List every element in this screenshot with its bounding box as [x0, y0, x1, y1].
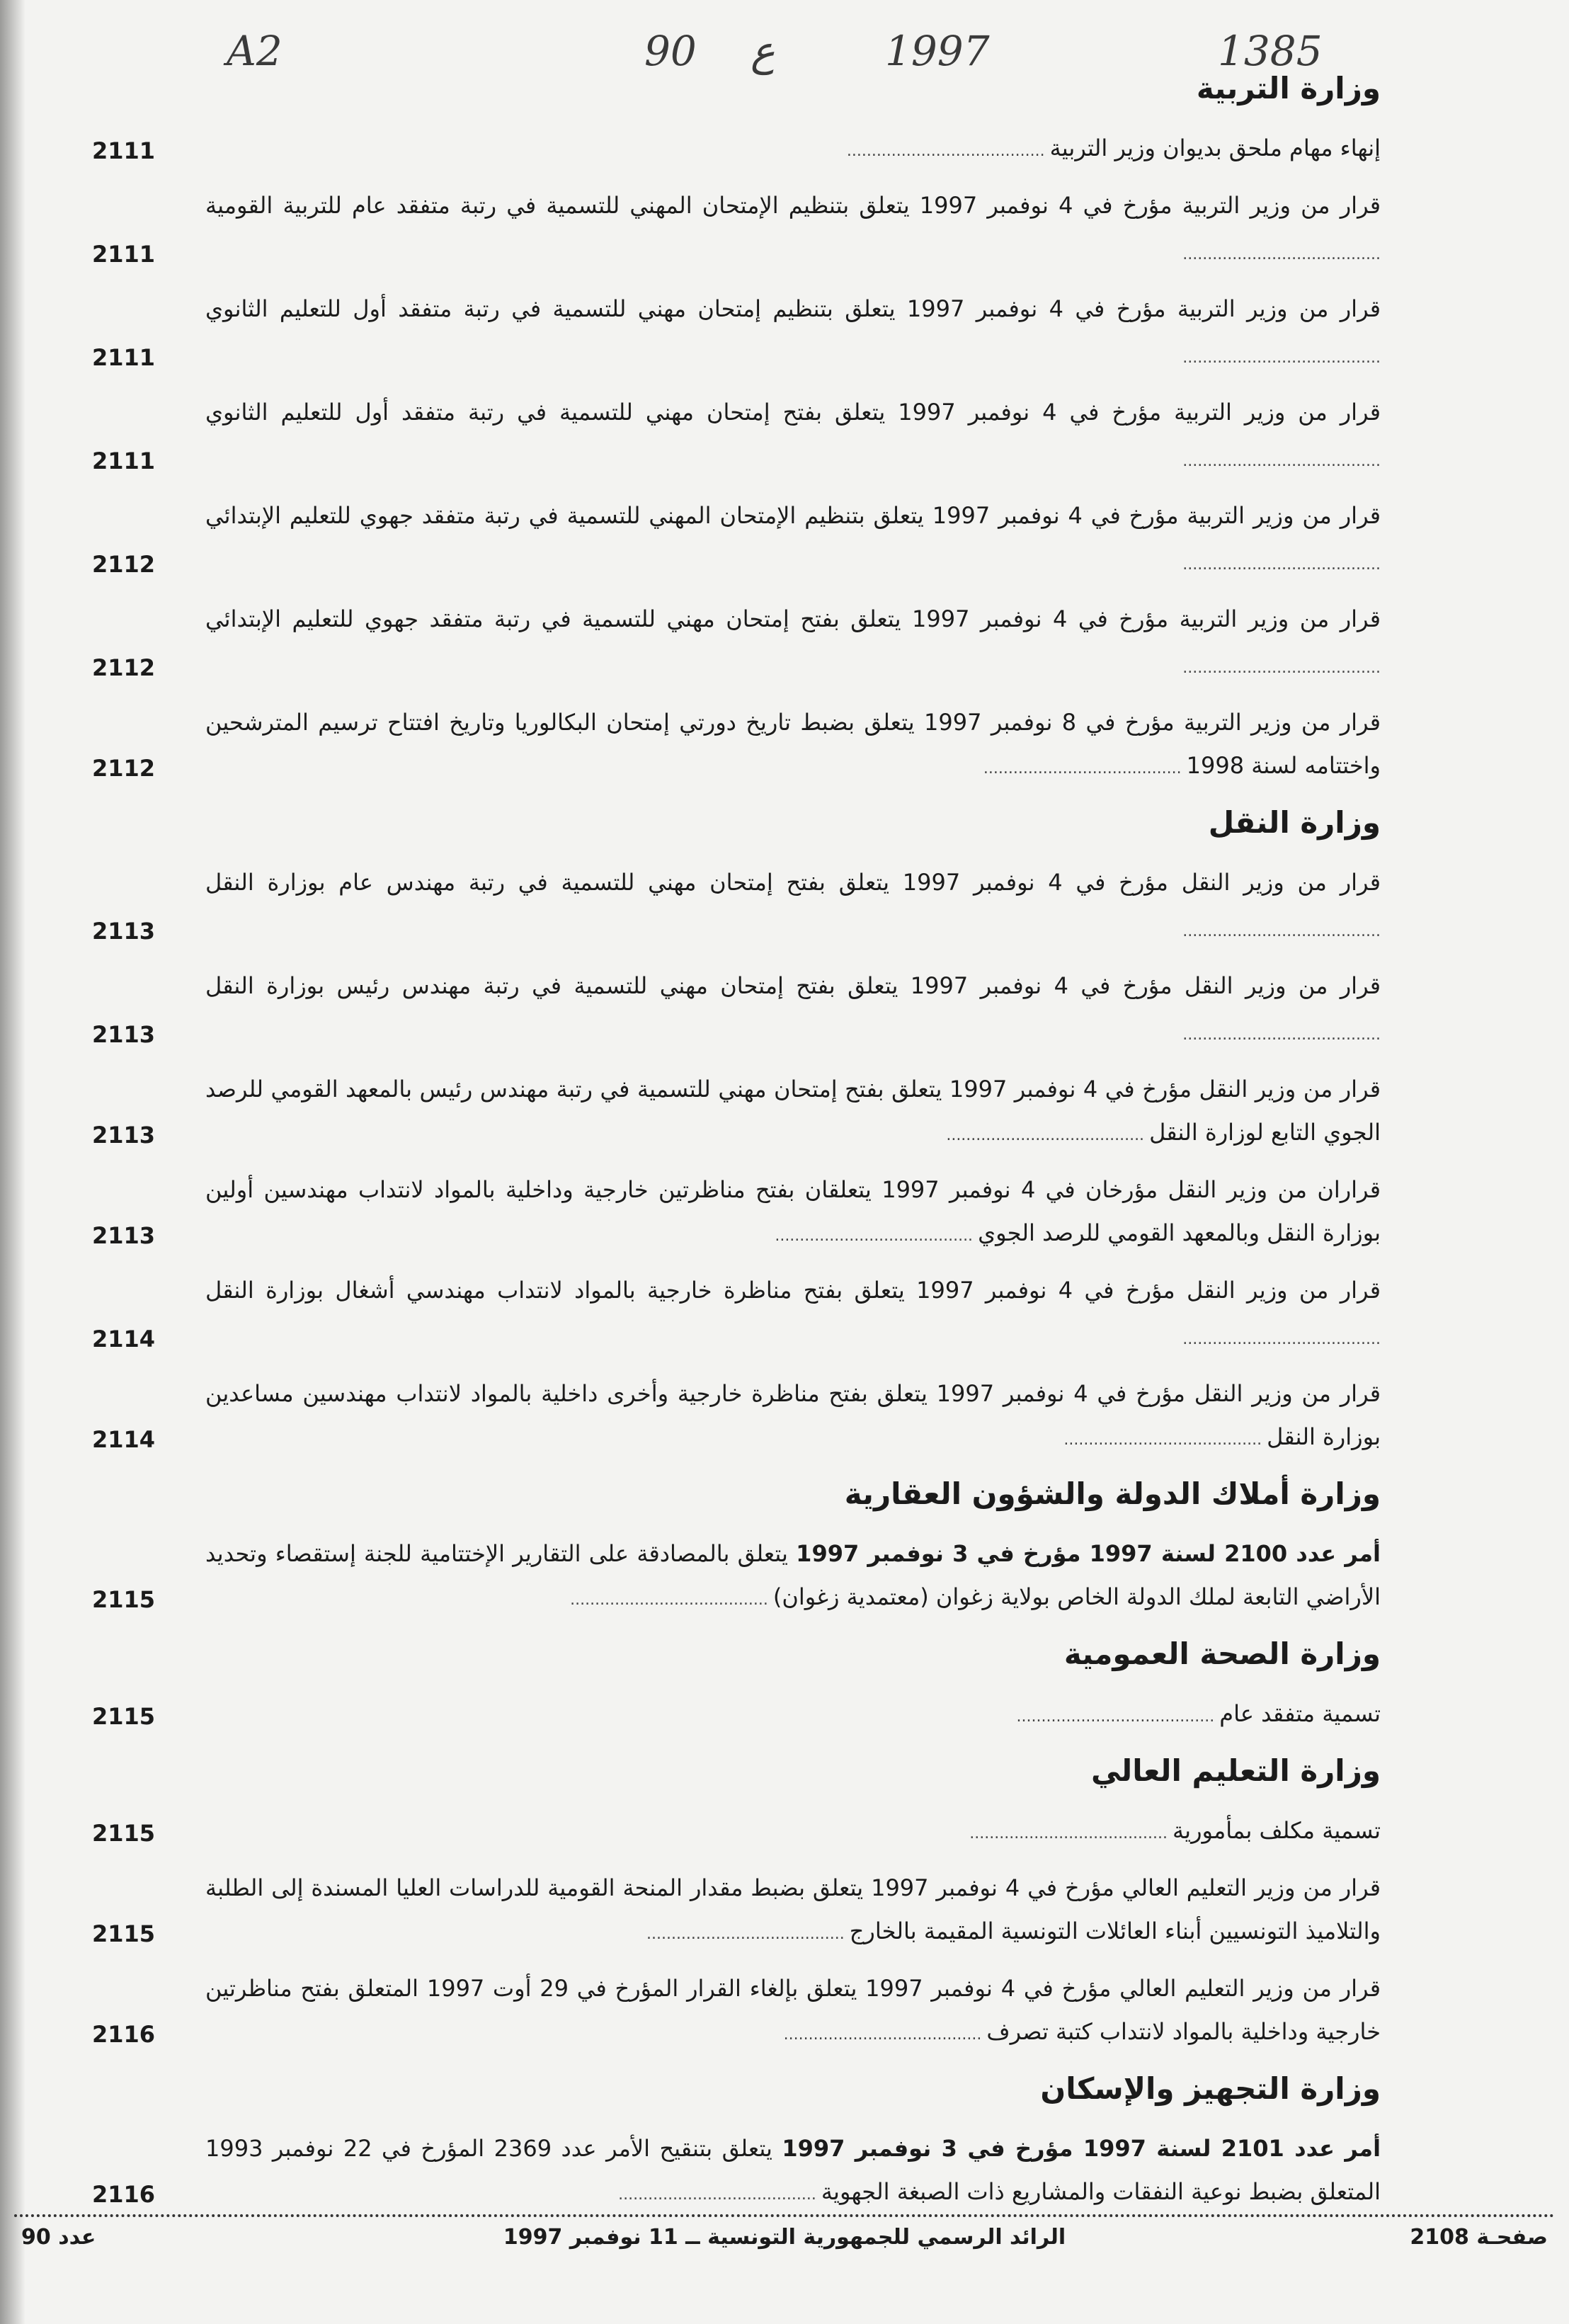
entry-description [205, 2127, 1381, 2216]
leader-dots: ........................................ [846, 142, 1050, 160]
entry-text: قرار من وزير التعليم العالي مؤرخ في 4 نوفمبر 1997 يتعلق بإلغاء القرار المؤرخ في 29 أوت 1997 المتعلق بفتح مناظرتين خارجية وداخلية بالمواد لانتداب كتبة تصرف [205, 1975, 1381, 2045]
page-footer [14, 2225, 1555, 2260]
section-title: وزارة التعليم العالي [1090, 1753, 1381, 1788]
toc-section [92, 1633, 1381, 1738]
entry-text: تسمية مكلف بمأمورية [1173, 1817, 1381, 1844]
handwritten-note-2: 90 [644, 27, 697, 75]
toc-entry [92, 2127, 1381, 2216]
toc-entry [92, 861, 1381, 953]
entry-text: قرار من وزير التربية مؤرخ في 4 نوفمبر 1997 يتعلق بفتح إمتحان مهني للتسمية في رتبة متفقد أول للتعليم الثانوي [205, 399, 1381, 426]
entry-page-number: 2114 [92, 1326, 156, 1352]
toc-entry [92, 964, 1381, 1056]
entry-page-number: 2112 [92, 551, 156, 578]
entry-text: إنهاء مهام ملحق بديوان وزير التربية [1049, 135, 1381, 161]
entry-description [205, 127, 1381, 173]
section-title: وزارة أملاك الدولة والشؤون العقارية [844, 1476, 1381, 1511]
entry-page-number: 2115 [92, 1920, 156, 1947]
entry-description [205, 1269, 1381, 1361]
handwritten-note-1: A2 [227, 27, 283, 75]
entry-text: قرار من وزير التعليم العالي مؤرخ في 4 نوفمبر 1997 يتعلق بضبط مقدار المنحة القومية للدراسات العليا المسندة إلى الطلبة والتلاميذ التونسيين أبناء العائلات التونسية المقيمة بالخارج [205, 1874, 1381, 1944]
leader-dots: ........................................ [1063, 1431, 1267, 1449]
entry-text: تسمية متفقد عام [1219, 1700, 1381, 1727]
table-of-contents [92, 67, 1381, 2228]
section-title: وزارة الصحة العمومية [1063, 1636, 1381, 1671]
entry-text: يتعلق بتنقيح الأمر عدد 2369 المؤرخ في 22 نوفمبر 1993 المتعلق بضبط نوعية النفقات والمشاريع ذات الصبغة الجهوية [205, 2135, 1381, 2205]
entry-text: قرار من وزير النقل مؤرخ في 4 نوفمبر 1997 يتعلق بفتح إمتحان مهني للتسمية في رتبة مهندس رئيس بالمعهد القومي للرصد الجوي التابع لوزارة النقل [205, 1076, 1381, 1146]
entry-description [205, 1867, 1381, 1956]
leader-dots: ........................................ [1182, 349, 1381, 367]
entry-description [205, 1068, 1381, 1157]
entry-description [205, 1372, 1381, 1462]
section-title: وزارة النقل [1208, 805, 1381, 840]
toc-entry [92, 1068, 1381, 1157]
entry-description [205, 1967, 1381, 2056]
entry-description [205, 287, 1381, 380]
leader-dots: ........................................ [1182, 556, 1381, 574]
entry-text: قرار من وزير التربية مؤرخ في 4 نوفمبر 1997 يتعلق بتنظيم الإمتحان المهني للتسمية في رتبة متفقد عام للتربية القومية [205, 192, 1381, 219]
toc-entry [92, 1967, 1381, 2056]
entry-page-number: 2113 [92, 1222, 156, 1249]
toc-entry [92, 701, 1381, 790]
handwritten-note-4: 1997 [885, 27, 990, 75]
toc-entry [92, 598, 1381, 690]
entry-text: قرار من وزير التربية مؤرخ في 4 نوفمبر 1997 يتعلق بفتح إمتحان مهني للتسمية في رتبة متفقد جهوي للتعليم الإبتدائي [205, 605, 1381, 632]
entry-page-number: 2114 [92, 1426, 156, 1453]
leader-dots: ........................................ [983, 760, 1187, 777]
page-edge-shadow [0, 0, 25, 2324]
section-title: وزارة التجهيز والإسكان [1040, 2071, 1381, 2106]
leader-dots: ........................................ [646, 1925, 850, 1943]
leader-dots: ........................................ [1016, 1708, 1220, 1726]
entry-text: قرار من وزير النقل مؤرخ في 4 نوفمبر 1997 يتعلق بفتح مناظرة خارجية بالمواد لانتداب مهندسي أشغال بوزارة النقل [205, 1277, 1381, 1304]
leader-dots: ........................................ [775, 1227, 979, 1245]
toc-entry [92, 1269, 1381, 1361]
entry-description [205, 1692, 1381, 1738]
entry-text: قرار من وزير التربية مؤرخ في 8 نوفمبر 1997 يتعلق بضبط تاريخ دورتي إمتحان البكالوريا وتاريخ افتتاح ترسيم المترشحين واختتامه لسنة 1998 [205, 709, 1381, 779]
entry-page-number: 2116 [92, 2021, 156, 2048]
footer-issue-number: عدد 90 [21, 2225, 96, 2250]
toc-entry [92, 287, 1381, 380]
leader-dots: ........................................ [1182, 1331, 1381, 1348]
entry-text: قرار من وزير التربية مؤرخ في 4 نوفمبر 1997 يتعلق بتنظيم إمتحان مهني للتسمية في رتبة متفقد أول للتعليم الثانوي [205, 295, 1381, 322]
entry-description [205, 184, 1381, 276]
entry-decree-reference: أمر عدد 2101 لسنة 1997 مؤرخ في 3 نوفمبر 1997 [782, 2135, 1381, 2162]
entry-page-number: 2111 [92, 448, 156, 474]
toc-entry [92, 391, 1381, 483]
leader-dots: ........................................ [1182, 1026, 1381, 1044]
leader-dots: ........................................ [1182, 923, 1381, 940]
entry-description [205, 701, 1381, 790]
entry-description [205, 1809, 1381, 1855]
handwritten-note-5: 1385 [1218, 27, 1323, 75]
toc-section [92, 802, 1381, 1462]
entry-description [205, 964, 1381, 1056]
toc-entry [92, 1809, 1381, 1855]
section-title: وزارة التربية [1196, 71, 1381, 106]
entry-page-number: 2116 [92, 2181, 156, 2208]
entry-decree-reference: أمر عدد 2100 لسنة 1997 مؤرخ في 3 نوفمبر 1997 [796, 1540, 1381, 1567]
leader-dots: ........................................ [618, 2186, 821, 2204]
footer-divider [14, 2214, 1555, 2217]
leader-dots: ........................................ [946, 1127, 1150, 1144]
entry-text: قرار من وزير النقل مؤرخ في 4 نوفمبر 1997 يتعلق بفتح إمتحان مهني للتسمية في رتبة مهندس رئيس بوزارة النقل [205, 972, 1381, 999]
entry-description [205, 861, 1381, 953]
entry-text: يتعلق بالمصادقة على التقارير الإختتامية للجنة إستقصاء وتحديد الأراضي التابعة لملك الدولة الخاص بولاية زغوان (معتمدية زغوان) [205, 1540, 1381, 1610]
entry-text: قرار من وزير النقل مؤرخ في 4 نوفمبر 1997 يتعلق بفتح إمتحان مهني للتسمية في رتبة مهندس عام بوزارة النقل [205, 869, 1381, 896]
entry-page-number: 2111 [92, 241, 156, 268]
toc-section [92, 2068, 1381, 2216]
entry-description [205, 391, 1381, 483]
entry-page-number: 2113 [92, 1122, 156, 1149]
entry-page-number: 2111 [92, 137, 156, 164]
footer-journal-title: الرائد الرسمي للجمهورية التونسية ــ 11 نوفمبر 1997 [503, 2225, 1066, 2250]
toc-entry [92, 127, 1381, 173]
entry-page-number: 2113 [92, 1021, 156, 1048]
leader-dots: ........................................ [1182, 452, 1381, 470]
entry-page-number: 2115 [92, 1820, 156, 1847]
entry-text: قراران من وزير النقل مؤرخان في 4 نوفمبر 1997 يتعلقان بفتح مناظرتين خارجية وداخلية بالمواد لانتداب مهندسين أولين بوزارة النقل وبالمعهد القومي للرصد الجوي [205, 1176, 1381, 1246]
leader-dots: ........................................ [969, 1825, 1173, 1842]
toc-section [92, 67, 1381, 790]
leader-dots: ........................................ [1182, 246, 1381, 263]
toc-entry [92, 1867, 1381, 1956]
entry-text: قرار من وزير النقل مؤرخ في 4 نوفمبر 1997 يتعلق بفتح مناظرة خارجية وأخرى داخلية بالمواد لانتداب مهندسين مساعدين بوزارة النقل [205, 1380, 1381, 1450]
entry-description [205, 598, 1381, 690]
toc-section [92, 1473, 1381, 1622]
toc-entry [92, 494, 1381, 586]
entry-page-number: 2113 [92, 918, 156, 945]
entry-page-number: 2112 [92, 654, 156, 681]
toc-entry [92, 1372, 1381, 1462]
entry-page-number: 2112 [92, 755, 156, 782]
entry-description [205, 1168, 1381, 1258]
leader-dots: ........................................ [783, 2026, 987, 2044]
toc-entry [92, 184, 1381, 276]
entry-description [205, 1532, 1381, 1622]
handwritten-note-3: ع [751, 27, 775, 75]
leader-dots: ........................................ [570, 1591, 773, 1609]
toc-section [92, 1750, 1381, 2056]
toc-entry [92, 1692, 1381, 1738]
footer-page-number: صفحـة 2108 [1410, 2225, 1548, 2250]
toc-entry [92, 1532, 1381, 1622]
leader-dots: ........................................ [1182, 659, 1381, 677]
entry-description [205, 494, 1381, 586]
entry-page-number: 2111 [92, 344, 156, 371]
toc-entry [92, 1168, 1381, 1258]
entry-page-number: 2115 [92, 1703, 156, 1730]
entry-page-number: 2115 [92, 1586, 156, 1613]
entry-text: قرار من وزير التربية مؤرخ في 4 نوفمبر 1997 يتعلق بتنظيم الإمتحان المهني للتسمية في رتبة متفقد جهوي للتعليم الإبتدائي [205, 502, 1381, 529]
